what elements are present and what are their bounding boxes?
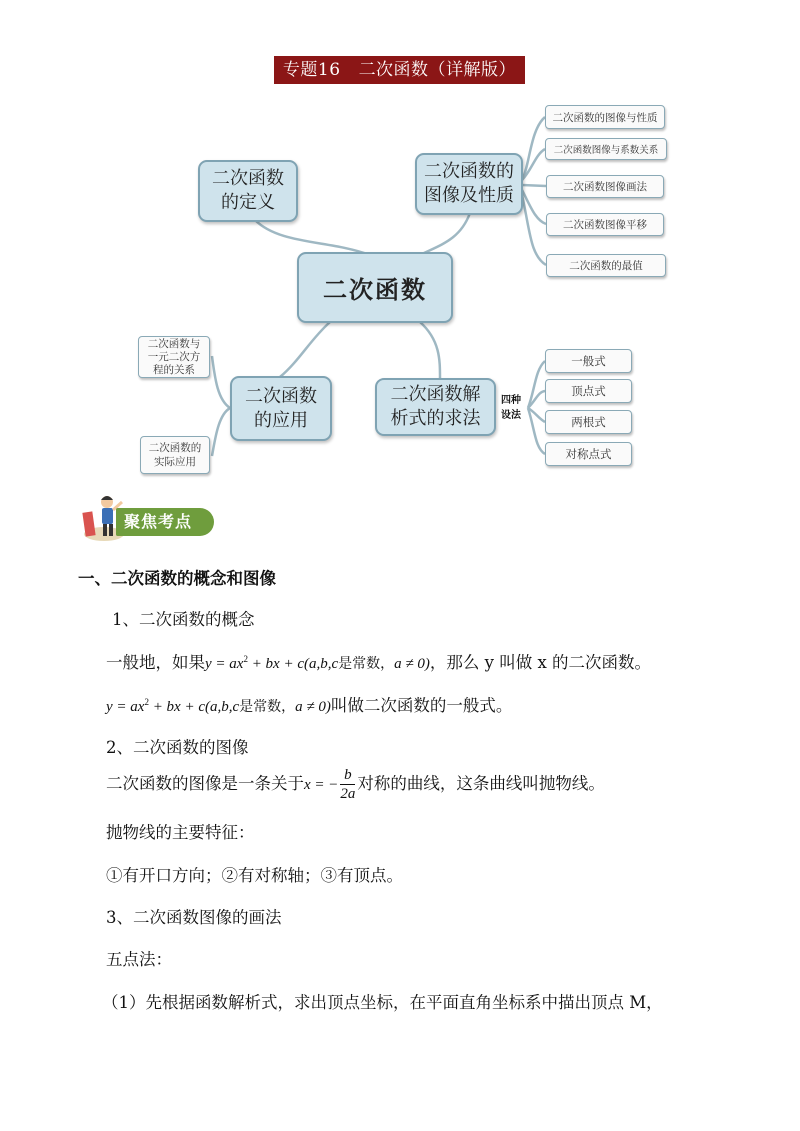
paragraph-five-point: 五点法： bbox=[106, 950, 172, 969]
focus-badge bbox=[80, 490, 220, 546]
paragraph-features: ①有开口方向；②有对称轴；③有顶点。 bbox=[106, 866, 403, 885]
paragraph-features-heading: 抛物线的主要特征： bbox=[106, 823, 255, 842]
fraction-b-over-2a: $\frac{b}{2a}$ bbox=[340, 767, 356, 802]
definition-node: 二次函数 的定义 bbox=[198, 160, 298, 222]
leaf-equation-relation: 二次函数与 一元二次方 程的关系 bbox=[138, 336, 210, 378]
sub-heading-graph: 2、二次函数的图像 bbox=[106, 738, 249, 757]
leaf-graph-properties: 二次函数的图像与性质 bbox=[545, 105, 665, 129]
leaf-graph-coefficients: 二次函数图像与系数关系 bbox=[545, 138, 667, 160]
root-node: 二次函数 bbox=[297, 252, 453, 323]
title-topic-number: 专题16 bbox=[282, 60, 341, 80]
leaf-symmetric-point-form: 对称点式 bbox=[545, 442, 632, 466]
title-text: 二次函数（详解版） bbox=[358, 60, 517, 80]
analytic-methods-node: 二次函数解 析式的求法 bbox=[375, 378, 496, 436]
leaf-graph-translation: 二次函数图像平移 bbox=[546, 213, 664, 236]
badge-label: 聚焦考点 bbox=[116, 508, 214, 536]
paragraph-definition: 一般地，如果$y = ax^2$ + bx + c(a,b,c是常数，a ≠ 0)，那么 y 叫做 x 的二次函数。 bbox=[106, 653, 651, 672]
section-heading: 一、二次函数的概念和图像 bbox=[78, 569, 276, 588]
sub-heading-drawing: 3、二次函数图像的画法 bbox=[106, 908, 282, 927]
leaf-vertex-form: 顶点式 bbox=[545, 379, 632, 403]
leaf-graph-drawing: 二次函数图像画法 bbox=[546, 175, 664, 198]
sub-heading-concept: 1、二次函数的概念 bbox=[112, 610, 255, 629]
leaf-general-form: 一般式 bbox=[545, 349, 632, 373]
paragraph-symmetry: 二次函数的图像是一条关于x = − $\frac{b}{2a}$ 对称的曲线，这条曲线叫抛物线。 bbox=[106, 767, 605, 802]
paragraph-step-1: （1）先根据函数解析式，求出顶点坐标，在平面直角坐标系中描出顶点 M， bbox=[102, 993, 663, 1012]
application-node: 二次函数 的应用 bbox=[230, 376, 332, 441]
leaf-extreme-value: 二次函数的最值 bbox=[546, 254, 666, 277]
mind-map bbox=[0, 0, 800, 500]
graph-properties-node: 二次函数的 图像及性质 bbox=[415, 153, 523, 215]
leaf-root-form: 两根式 bbox=[545, 410, 632, 434]
paragraph-general-form: $y = ax^2$ + bx + c(a,b,c是常数，a ≠ 0)叫做二次函数的一般式。 bbox=[106, 696, 513, 715]
four-methods-label: 四种 设法 bbox=[501, 395, 521, 421]
leaf-practical-application: 二次函数的 实际应用 bbox=[140, 436, 210, 474]
